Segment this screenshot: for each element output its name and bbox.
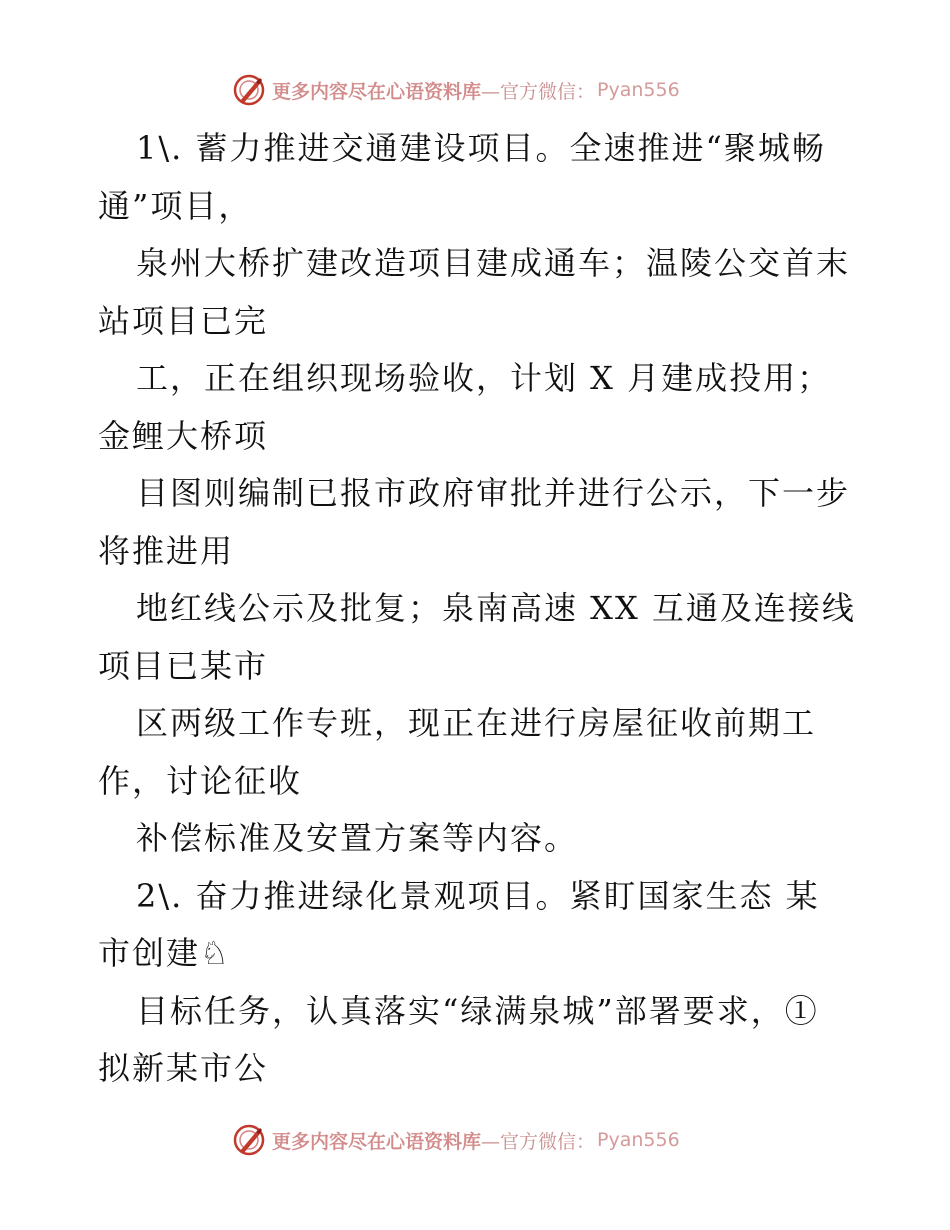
text-line: 区两级工作专班，现正在进行房屋征收前期工 (136, 704, 817, 742)
text-line: 将推进用 (98, 531, 235, 570)
text-line: 站项目已完 (98, 301, 269, 340)
text-line: 泉州大桥扩建改造项目建成通车；温陵公交首末 (136, 244, 851, 282)
watermark-sub-text: —官方微信： (481, 80, 596, 103)
text-line: 金鲤大桥项 (98, 416, 269, 455)
text-line: 2\. 奋力推进绿化景观项目。紧盯国家生态 某 (136, 876, 820, 915)
watermark-main-text: 更多内容尽在心语资料库 (272, 1130, 482, 1153)
text-line: 项目已某市 (98, 646, 269, 685)
text-line: 拟新某市公 (98, 1049, 269, 1087)
text-line: 地红线公示及批复；泉南高速 XX 互通及连接线 (136, 589, 856, 627)
pen-logo-icon (232, 1123, 266, 1157)
footer-watermark (232, 1123, 680, 1157)
watermark-main-text: 更多内容尽在心语资料库 (272, 80, 482, 103)
text-line: 市创建♘ (98, 934, 231, 972)
text-line: 补偿标准及安置方案等内容。 (136, 819, 579, 857)
body-text (98, 120, 858, 1098)
text-line: 作，讨论征收 (98, 761, 303, 800)
watermark-sub-text: —官方微信： (481, 1130, 596, 1153)
text-line: 通”项目， (98, 186, 253, 225)
watermark-id-text: Pyan556 (597, 79, 680, 101)
header-watermark (232, 73, 680, 107)
text-line: 工，正在组织现场验收，计划 X 月建成投用； (136, 359, 832, 397)
watermark-id-text: Pyan556 (597, 1129, 680, 1151)
text-line: 目图则编制已报市政府审批并进行公示，下一步 (136, 474, 851, 512)
pen-logo-icon (232, 73, 266, 107)
text-line: 目标任务，认真落实“绿满泉城”部署要求，① (136, 991, 819, 1030)
text-line: 1\. 蓄力推进交通建设项目。全速推进“聚城畅 (136, 129, 826, 167)
